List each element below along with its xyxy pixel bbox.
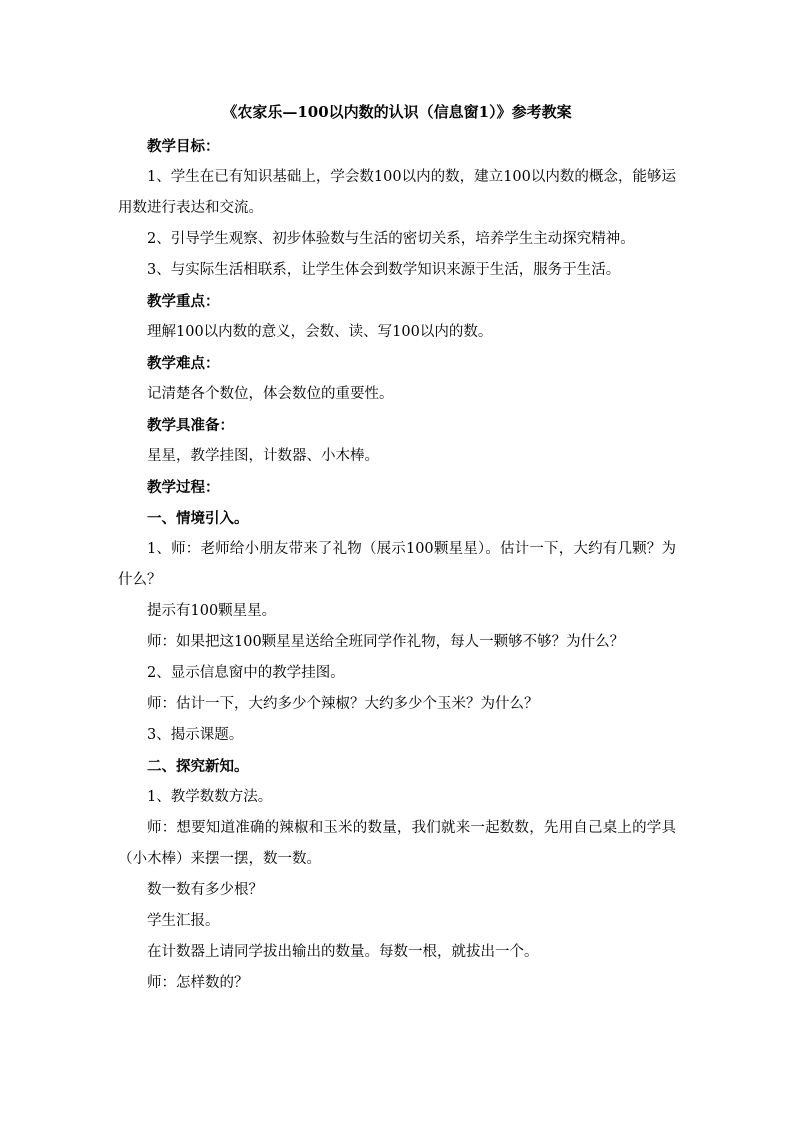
- paragraph: 数一数有多少根？: [147, 882, 263, 898]
- paragraph: 1、学生在已有知识基础上，学会数100以内的数，建立100以内数的概念，能够运用数进行表达和交流。: [118, 169, 676, 216]
- paragraph-heading-process: 教学过程：: [147, 479, 220, 496]
- paragraph: 1、师：老师给小朋友带来了礼物（展示100颗星星）。估计一下，大约有几颗？为什么？: [118, 541, 676, 588]
- paragraph: 师：怎样数的？: [147, 975, 249, 991]
- paragraph-heading-difficulties: 教学难点：: [147, 355, 220, 372]
- paragraph: 2、引导学生观察、初步体验数与生活的密切关系，培养学生主动探究精神。: [147, 231, 635, 247]
- paragraph: 提示有100颗星星。: [147, 603, 277, 619]
- paragraph: 星星，教学挂图，计数器、小木棒。: [147, 448, 379, 464]
- paragraph: 学生汇报。: [147, 913, 220, 929]
- paragraph: 记清楚各个数位，体会数位的重要性。: [147, 386, 394, 402]
- document-body: [118, 131, 676, 999]
- paragraph: 1、教学数数方法。: [147, 789, 273, 805]
- paragraph: 2、显示信息窗中的教学挂图。: [147, 665, 345, 681]
- paragraph-heading-key-points: 教学重点：: [147, 293, 220, 310]
- paragraph: 师：如果把这100颗星星送给全班同学作礼物，每人一颗够不够？为什么？: [147, 634, 625, 650]
- paragraph-heading-materials: 教学具准备：: [147, 417, 234, 434]
- section-heading-exploration: 二、探究新知。: [147, 758, 249, 775]
- paragraph: 3、揭示课题。: [147, 727, 244, 743]
- paragraph: 在计数器上请同学拔出输出的数量。每数一根，就拔出一个。: [147, 944, 539, 960]
- paragraph: 师：想要知道准确的辣椒和玉米的数量，我们就来一起数数，先用自己桌上的学具（小木棒）来摆一摆，数一数。: [118, 820, 676, 867]
- section-heading-introduction: 一、情境引入。: [147, 510, 249, 527]
- paragraph-heading-objectives: 教学目标：: [147, 138, 220, 155]
- document-title: 《农家乐—100以内数的认识（信息窗1）》参考教案: [222, 103, 572, 121]
- paragraph: 理解100以内数的意义，会数、读、写100以内的数。: [147, 324, 493, 340]
- paragraph: 师：估计一下，大约多少个辣椒？大约多少个玉米？为什么？: [147, 696, 539, 712]
- paragraph: 3、与实际生活相联系，让学生体会到数学知识来源于生活，服务于生活。: [147, 262, 621, 278]
